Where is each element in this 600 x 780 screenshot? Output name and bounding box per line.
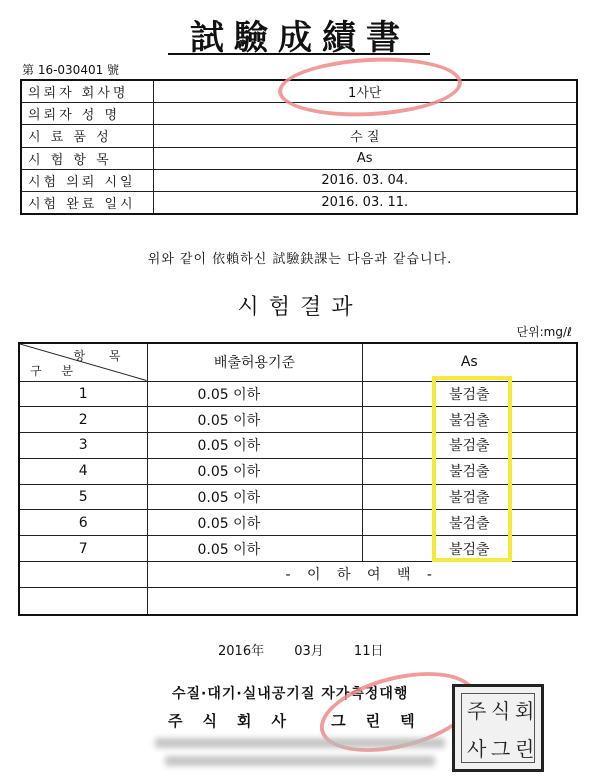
seal-char: 사	[467, 737, 487, 761]
empty-cell	[19, 587, 147, 615]
info-label: 의뢰자 회사명	[21, 80, 153, 102]
info-row	[21, 170, 577, 192]
header-standard: 배출허용기준	[147, 343, 362, 381]
seal-char: 그	[491, 737, 511, 761]
info-label: 시 료 품 성	[21, 125, 153, 147]
results-title: 시험결과	[237, 295, 363, 320]
row-number: 4	[19, 458, 147, 484]
row-standard: 0.05 이하	[147, 458, 362, 484]
corner-label-item: 항 목	[73, 349, 131, 363]
date-year: 2016年	[218, 644, 265, 659]
blurred-address-line	[155, 738, 445, 748]
row-result: 불검출	[362, 433, 577, 459]
ending-mark: - 이 하 여 백 -	[147, 562, 577, 588]
row-result: 불검출	[362, 536, 577, 562]
info-label: 시 험 항 목	[21, 147, 153, 169]
info-label: 시험 완료 일시	[21, 192, 153, 214]
document-number: 第 16-030401 號	[22, 63, 120, 77]
info-value: 1사단	[153, 80, 577, 102]
header-item-as: As	[362, 343, 577, 381]
report-date	[218, 640, 409, 659]
title-underline	[168, 53, 430, 55]
company-description: 수질·대기·실내공기질 자가측정대행	[172, 686, 409, 702]
info-row	[21, 125, 577, 147]
row-result: 불검출	[362, 407, 577, 433]
empty-cell	[147, 587, 577, 615]
row-standard: 0.05 이하	[147, 510, 362, 536]
info-value: 2016. 03. 04.	[153, 170, 577, 192]
row-standard: 0.05 이하	[147, 381, 362, 407]
header-corner-cell	[19, 343, 147, 381]
blurred-contact-line	[165, 756, 435, 766]
ending-row	[19, 562, 577, 588]
empty-row	[19, 587, 577, 615]
company-name: 주식회사 그린텍	[168, 712, 435, 730]
info-row	[21, 147, 577, 169]
row-standard: 0.05 이하	[147, 484, 362, 510]
seal-char: 식	[491, 699, 511, 723]
date-day: 11日	[353, 644, 384, 659]
company-seal-stamp	[452, 684, 544, 772]
empty-cell	[19, 562, 147, 588]
row-number: 7	[19, 536, 147, 562]
intro-sentence: 위와 같이 依賴하신 試驗鈌課는 다음과 같습니다.	[147, 252, 453, 267]
yellow-highlight-box	[432, 376, 512, 562]
document-title: 試驗成績書	[190, 18, 410, 58]
info-label: 시험 의뢰 시일	[21, 170, 153, 192]
corner-label-category: 구 분	[30, 363, 81, 378]
row-standard: 0.05 이하	[147, 433, 362, 459]
row-number: 1	[19, 381, 147, 407]
row-number: 6	[19, 510, 147, 536]
unit-label: 단위:mg/ℓ	[516, 325, 572, 339]
seal-char: 주	[467, 699, 487, 723]
row-result: 불검출	[362, 510, 577, 536]
seal-char: 린	[515, 737, 535, 761]
row-result: 불검출	[362, 484, 577, 510]
row-number: 5	[19, 484, 147, 510]
info-row	[21, 192, 577, 214]
date-month: 03月	[294, 644, 324, 659]
info-value: As	[153, 147, 577, 169]
info-value: 2016. 03. 11.	[153, 192, 577, 214]
row-result: 불검출	[362, 381, 577, 407]
info-value: 수 질	[153, 125, 577, 147]
info-label: 의뢰자 성 명	[21, 102, 153, 124]
row-number: 2	[19, 407, 147, 433]
seal-char: 회	[515, 699, 535, 723]
row-standard: 0.05 이하	[147, 536, 362, 562]
row-standard: 0.05 이하	[147, 407, 362, 433]
row-result: 불검출	[362, 458, 577, 484]
row-number: 3	[19, 433, 147, 459]
